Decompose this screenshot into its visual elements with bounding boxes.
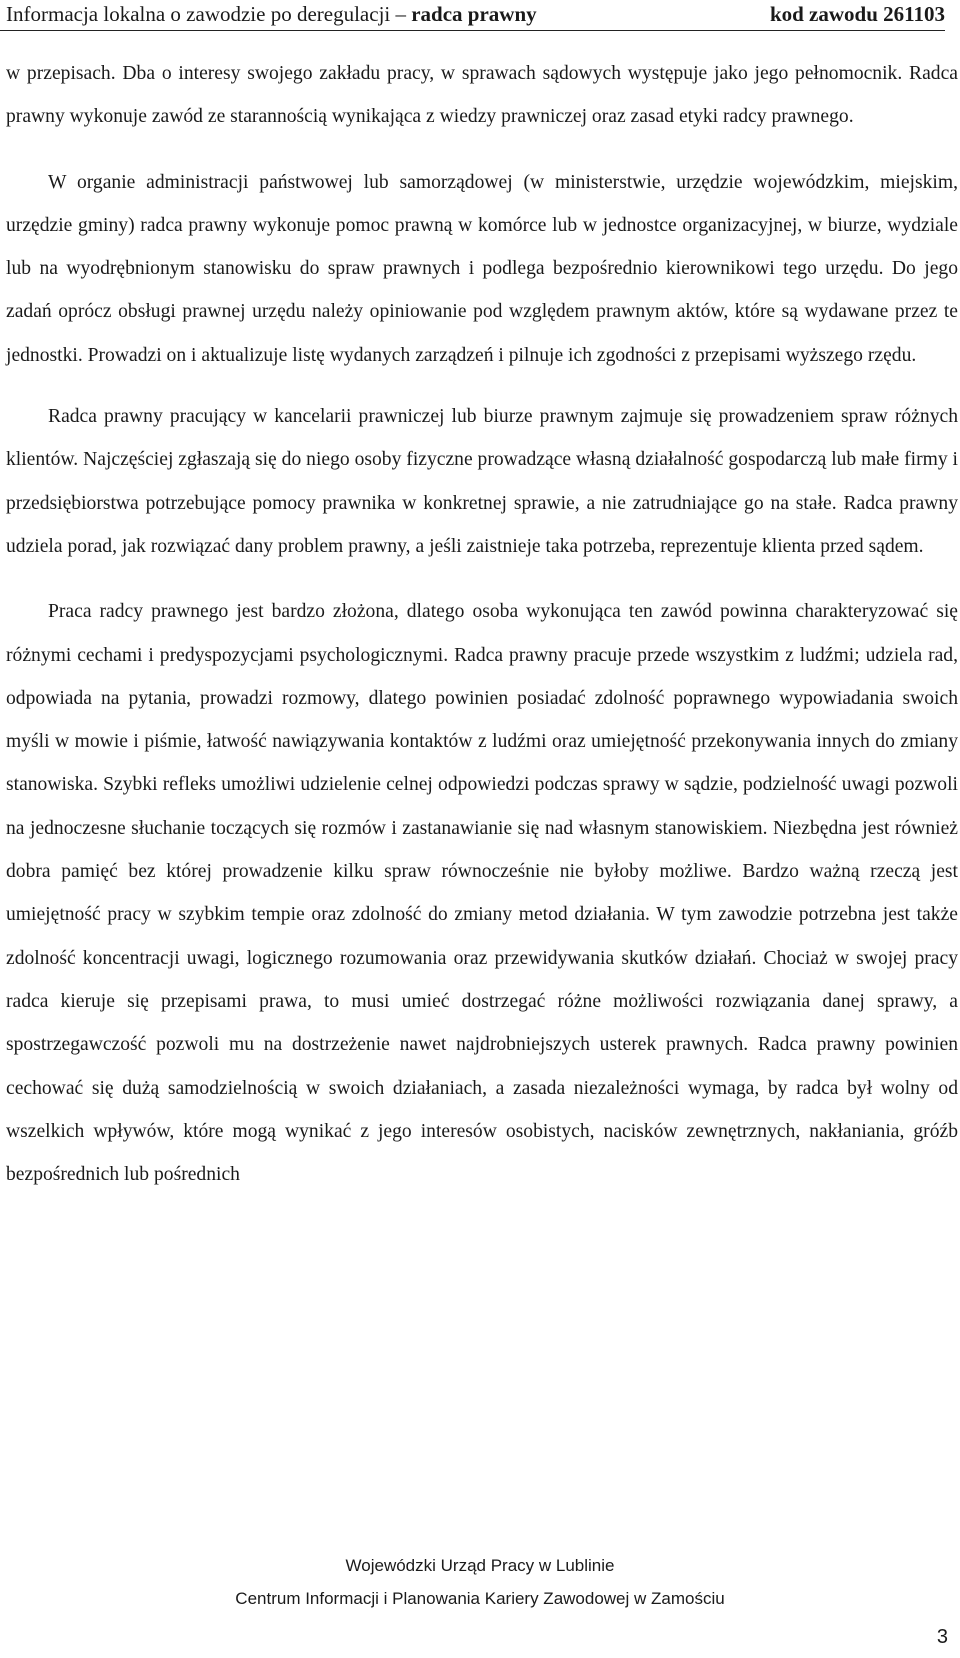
paragraph-administration: W organie administracji państwowej lub samorządowej (w ministerstwie, urzędzie wojewódzkim, miejskim, urzędzie gminy) radca prawny wykonuje pomoc prawną w komórce lub w jednostce organizacyjnej, w biurze, wydziale lub na wyodrębnionym stanowisku do spraw prawnych i podlega bezpośrednio kierownikowi tego urzędu. Do jego zadań oprócz obsługi prawnej urzędu należy opiniowanie pod względem prawnym aktów, które są wydawane przez te jednostki. Prowadzi on i aktualizuje listę wydanych zarządzeń i pilnuje ich zgodności z przepisami wyższego rzędu. — [6, 171, 958, 366]
paragraph-continued: w przepisach. Dba o interesy swojego zakładu pracy, w sprawach sądowych występuje jako jego pełnomocnik. Radca prawny wykonuje zawód ze starannością wynikająca z wiedzy prawniczej oraz zasad etyki radcy prawnego. — [6, 63, 958, 128]
footer-institution: Wojewódzki Urząd Pracy w Lublinie — [345, 1556, 615, 1575]
header-title-prefix: Informacja lokalna o zawodzie po deregulacji – — [6, 2, 406, 26]
header-profession: radca prawny — [411, 2, 537, 26]
page-number: 3 — [936, 1626, 948, 1648]
document-body — [6, 52, 958, 1196]
paragraph-law-firm: Radca prawny pracujący w kancelarii prawniczej lub biurze prawnym zajmuje się prowadzeniem spraw różnych klientów. Najczęściej zgłaszają się do niego osoby fizyczne prowadzące własną działalność gospodarczą lub małe firmy i przedsiębiorstwa potrzebujące pomocy prawnika w konkretnej sprawie, a nie zatrudniające go na stałe. Radca prawny udziela porad, jak rozwiązać dany problem prawny, a jeśli zaistnieje taka potrzeba, reprezentuje klienta przed sądem. — [6, 406, 958, 557]
paragraph-predispositions: Praca radcy prawnego jest bardzo złożona, dlatego osoba wykonująca ten zawód powinna charakteryzować się różnymi cechami i predyspozycjami psychologicznymi. Radca prawny pracuje przede wszystkim z ludźmi; udziela rad, odpowiada na pytania, prowadzi rozmowy, dlatego powinien posiadać zdolność poprawnego wypowiadania swoich myśli w mowie i piśmie, łatwość nawiązywania kontaktów z ludźmi oraz umiejętność przekonywania innych do zmiany stanowiska. Szybki refleks umożliwi udzielenie celnej odpowiedzi podczas sprawy w sądzie, podzielność uwagi pozwoli na jednoczesne słuchanie toczących się rozmów i zastanawianie się nad własnym stanowiskiem. Niezbędna jest również dobra pamięć bez której prowadzenie kilku spraw równocześnie nie byłoby możliwe. Bardzo ważną rzeczą jest umiejętność pracy w szybkim tempie oraz zdolność do zmiany metod działania. W tym zawodzie potrzebna jest także zdolność koncentracji uwagi, logicznego rozumowania oraz przewidywania skutków działań. Chociaż w swojej pracy radca kieruje się przepisami prawa, to musi umieć dostrzegać różne możliwości rozwiązania danej sprawy, a spostrzegawczość pozwoli mu na dostrzeżenie nawet najdrobniejszych usterek prawnych. Radca prawny powinien cechować się dużą samodzielnością w swoich działaniach, a zasada niezależności wymaga, by radca był wolny od wszelkich wpływów, które mogą wynikać z jego interesów osobistych, nacisków zewnętrznych, nakłaniania, gróźb bezpośrednich lub pośrednich — [6, 601, 958, 1186]
page-header — [0, 0, 945, 31]
header-title — [6, 0, 537, 28]
footer-center: Centrum Informacji i Planowania Kariery Zawodowej w Zamościu — [235, 1589, 725, 1608]
header-code: kod zawodu 261103 — [769, 2, 945, 26]
